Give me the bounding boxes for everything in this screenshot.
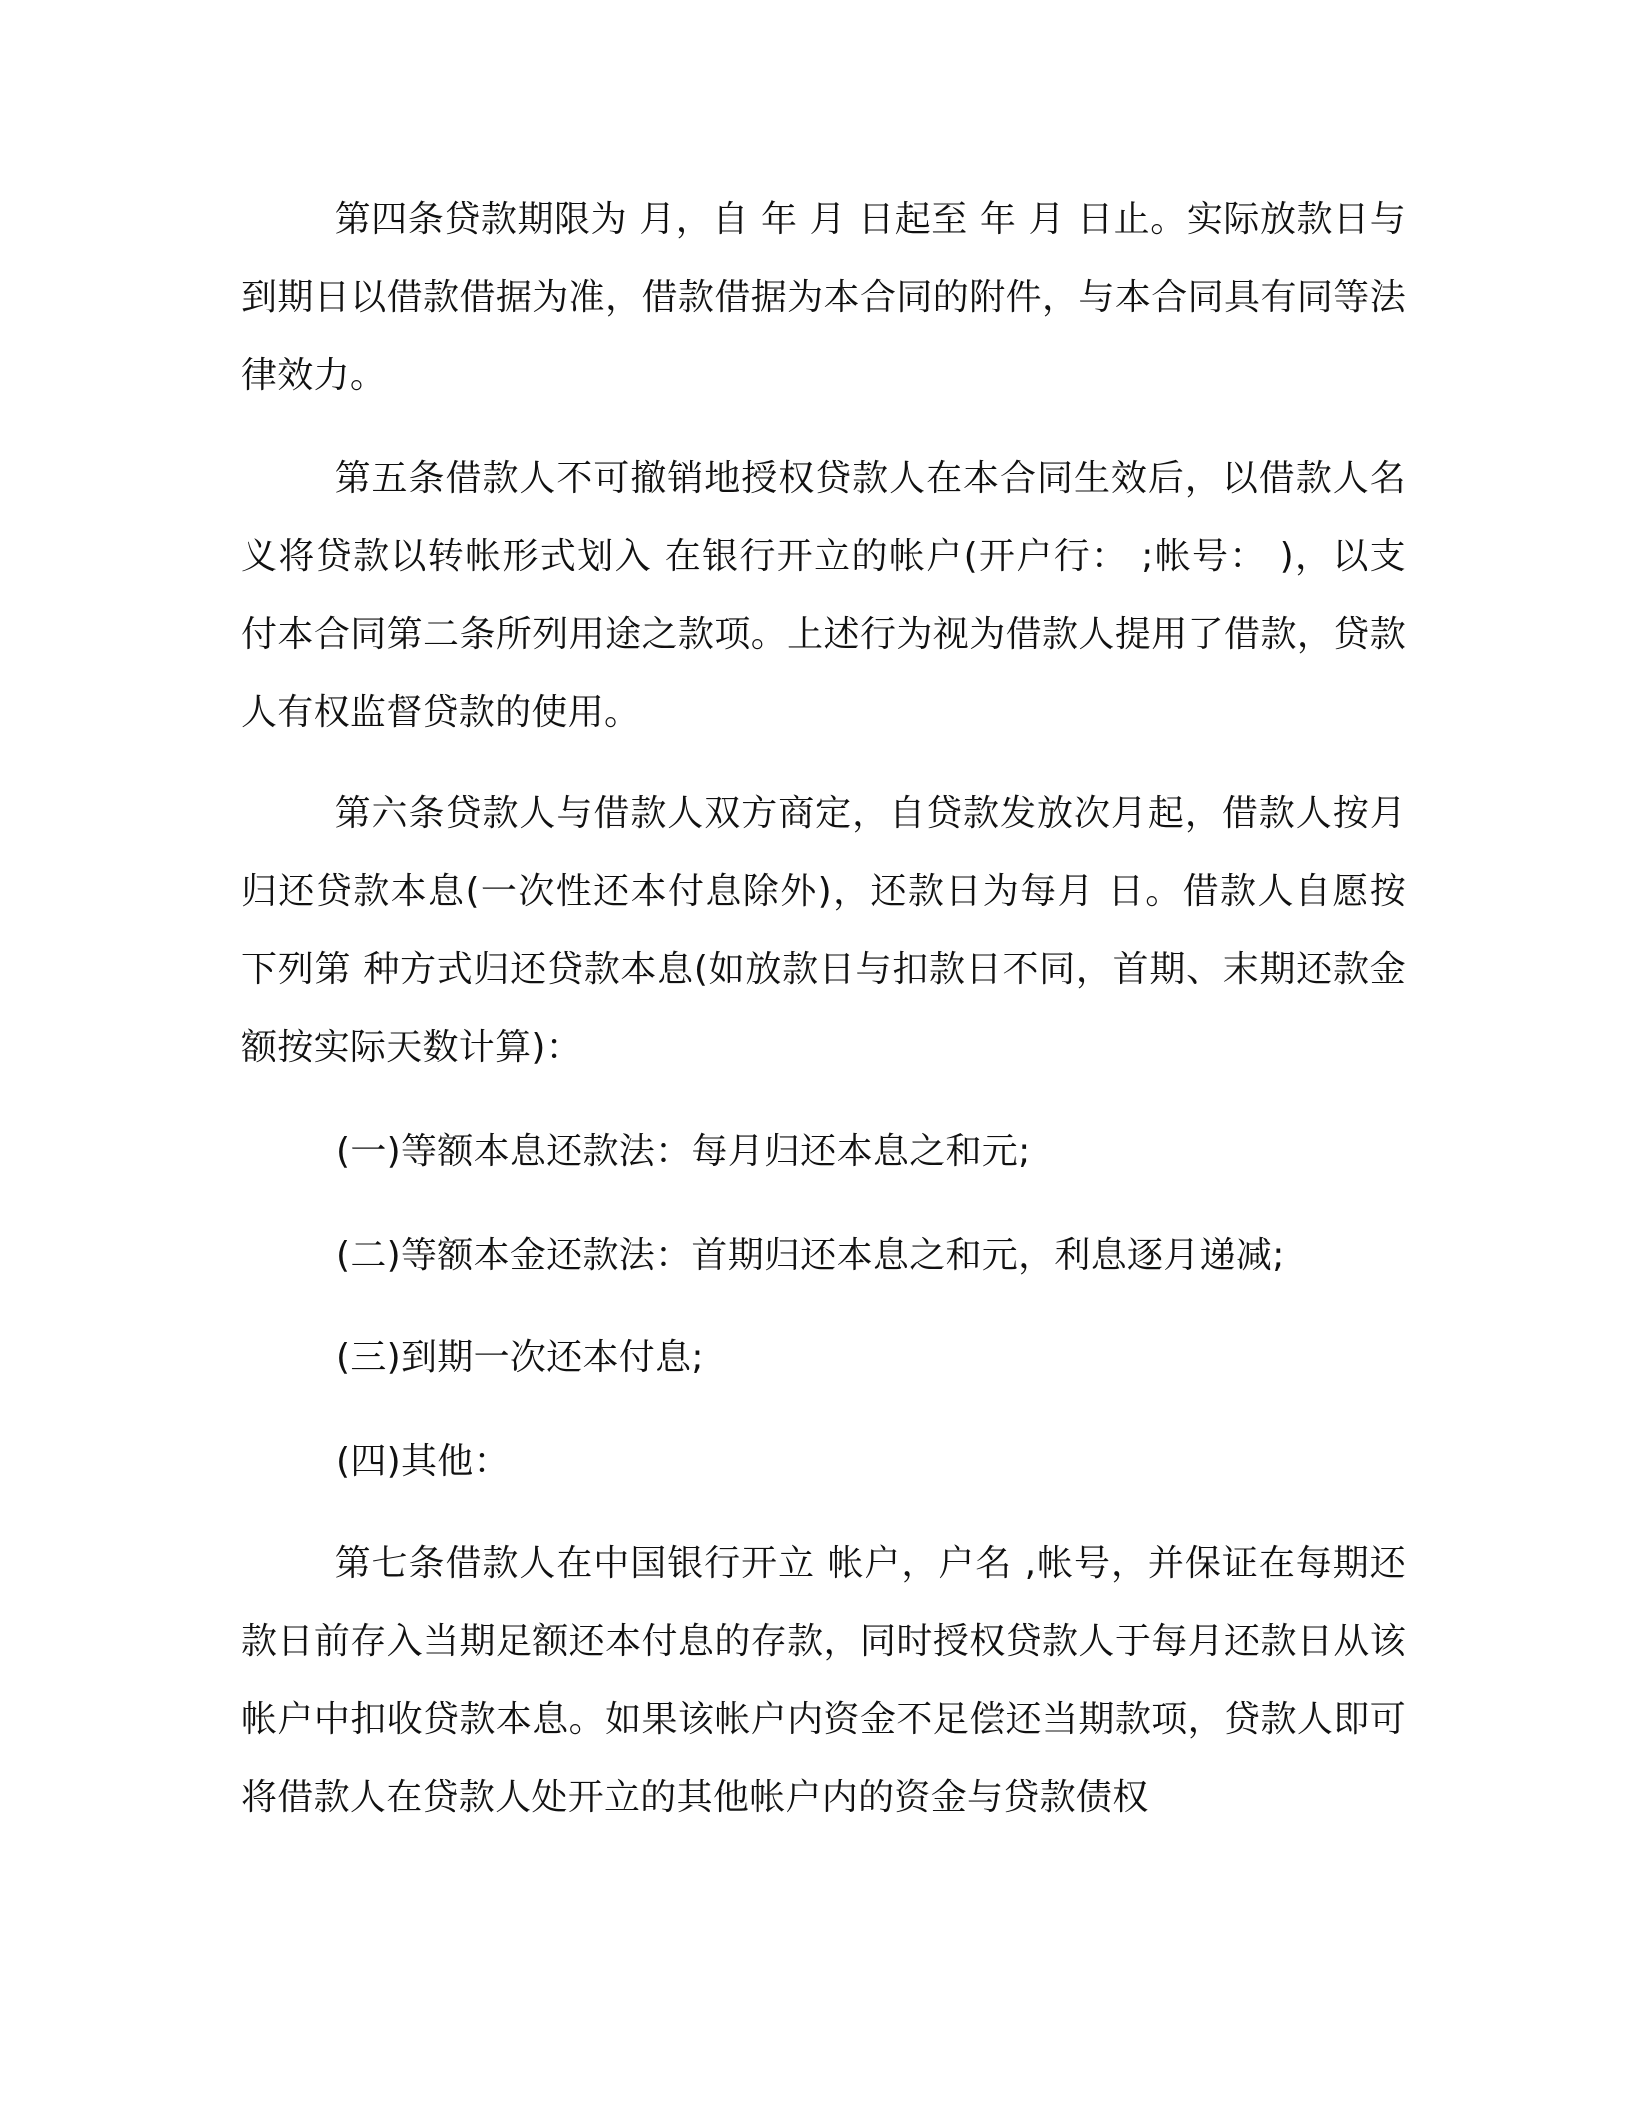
- repayment-option-2: (二)等额本金还款法：首期归还本息之和元，利息逐月递减;: [336, 1235, 1285, 1276]
- article-7-paragraph: 第七条借款人在中国银行开立 帐户，户名 ,帐号，并保证在每期还款日前存入当期足额还本付息的存款，同时授权贷款人于每月还款日从该帐户中扣收贷款本息。如果该帐户内资金不足偿还当期款项，贷款人即可将借款人在贷款人处开立的其他帐户内的资金与贷款债权: [241, 1543, 1406, 1818]
- article-5-paragraph: 第五条借款人不可撤销地授权贷款人在本合同生效后，以借款人名义将贷款以转帐形式划入 在银行开立的帐户(开户行： ;帐号： )，以支付本合同第二条所列用途之款项。上述行为视为借款人提用了借款，贷款人有权监督贷款的使用。: [241, 458, 1406, 733]
- repayment-option-1: (一)等额本息还款法：每月归还本息之和元;: [336, 1131, 1031, 1172]
- repayment-option-3: (三)到期一次还本付息;: [336, 1337, 704, 1378]
- repayment-option-4: (四)其他：: [336, 1441, 510, 1482]
- article-6-paragraph: 第六条贷款人与借款人双方商定，自贷款发放次月起，借款人按月归还贷款本息(一次性还本付息除外)，还款日为每月 日。借款人自愿按下列第 种方式归还贷款本息(如放款日与扣款日不同，首期、末期还款金额按实际天数计算)：: [241, 793, 1406, 1068]
- article-4-paragraph: 第四条贷款期限为 月，自 年 月 日起至 年 月 日止。实际放款日与到期日以借款借据为准，借款借据为本合同的附件，与本合同具有同等法律效力。: [241, 199, 1406, 396]
